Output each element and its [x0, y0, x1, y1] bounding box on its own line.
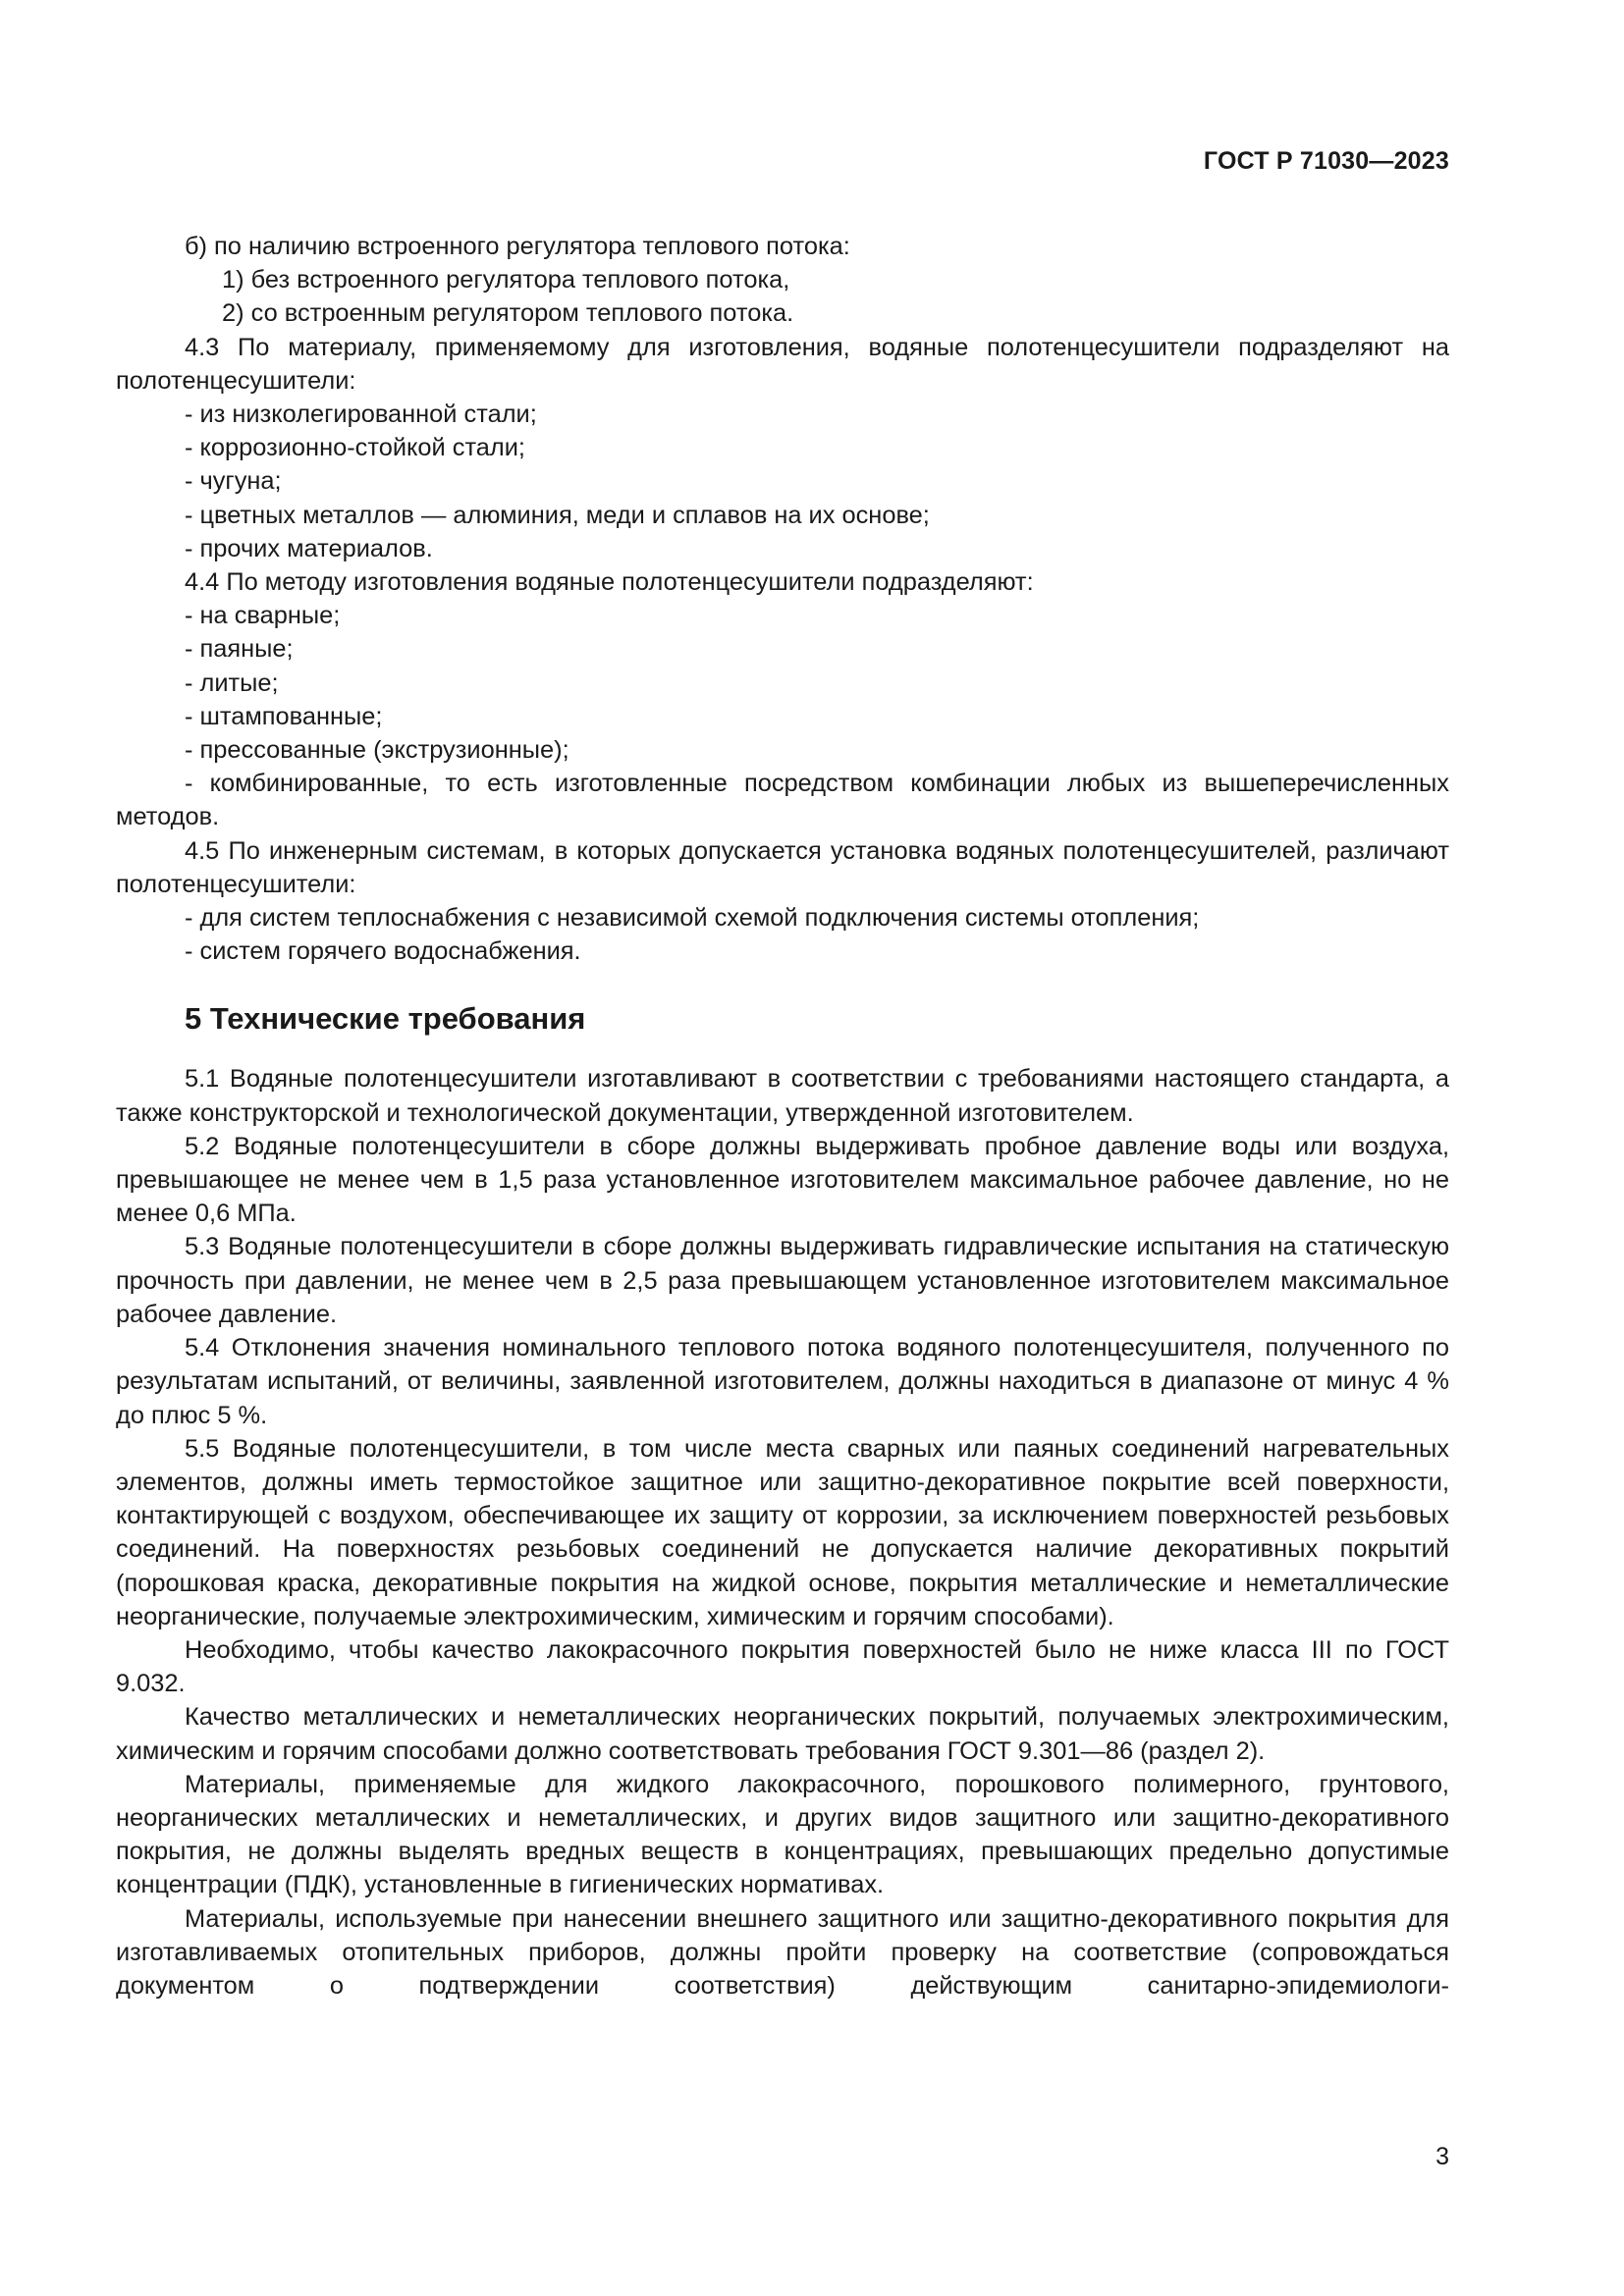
paragraph: б) по наличию встроенного регулятора теплового потока:: [185, 233, 850, 260]
paragraph: Качество металлических и неметаллических неорганических покрытий, получаемых электрохимическим, химическим и горячим способами должно соответствовать требования ГОСТ 9.301—86 (раздел 2).: [116, 1703, 1449, 1765]
paragraph: - систем горячего водоснабжения.: [185, 937, 581, 966]
paragraph: 4.5 По инженерным системам, в которых допускается установка водяных полотенцесушителей, различают полотенцесушители:: [116, 836, 1449, 898]
paragraph: - чугуна;: [185, 467, 282, 496]
paragraph: - литые;: [185, 668, 279, 697]
sub-list-item: 2) со встроенным регулятором теплового потока.: [222, 299, 794, 328]
paragraph: - паяные;: [185, 635, 294, 664]
paragraph: 5.3 Водяные полотенцесушители в сборе должны выдерживать гидравлические испытания на статическую прочность при давлении, не менее чем в 2,5 раза превышающем установленное изготовителем максимальное рабочее давление.: [116, 1233, 1449, 1328]
paragraph: - из низколегированной стали;: [185, 400, 537, 429]
paragraph: - цветных металлов — алюминия, меди и сплавов на их основе;: [185, 501, 930, 529]
paragraph: - на сварные;: [185, 602, 341, 630]
paragraph: 5.1 Водяные полотенцесушители изготавливают в соответствии с требованиями настоящего стандарта, а также конструкторской и технологической документации, утвержденной изготовителем.: [116, 1065, 1449, 1127]
paragraph: - прессованные (экструзионные);: [185, 736, 569, 765]
section-heading: 5 Технические требования: [185, 1001, 586, 1037]
paragraph: - комбинированные, то есть изготовленные посредством комбинации любых из вышеперечисленных методов.: [116, 770, 1449, 831]
sub-list-item: 1) без встроенного регулятора теплового потока,: [222, 266, 790, 294]
paragraph: Необходимо, чтобы качество лакокрасочного покрытия поверхностей было не ниже класса III по ГОСТ 9.032.: [116, 1635, 1449, 1698]
page-number: 3: [1435, 2143, 1449, 2170]
paragraph: 4.3 По материалу, применяемому для изготовления, водяные полотенцесушители подразделяют на полотенцесушители:: [116, 333, 1449, 395]
paragraph: - прочих материалов.: [185, 534, 433, 562]
document-body: [116, 230, 1449, 2002]
paragraph: 5.2 Водяные полотенцесушители в сборе должны выдерживать пробное давление воды или воздуха, превышающее не менее чем в 1,5 раза установленное изготовителем максимальное рабочее давление, но не менее 0,6 МПа.: [116, 1132, 1449, 1228]
paragraph: 5.5 Водяные полотенцесушители, в том числе места сварных или паяных соединений нагревательных элементов, должны иметь термостойкое защитное или защитно-декоративное покрытие всей поверхности, контактирующей с воздухом, обеспечивающее их защиту от коррозии, за исключением поверхностей резьбовых соединений. На поверхностях резьбовых соединений не допускается наличие декоративных покрытий (порошковая краска, декоративные покрытия на жидкой основе, покрытия металлические и неметаллические неорганические, получаемые электрохимическим, химическим и горячим способами).: [116, 1434, 1449, 1630]
paragraph: 4.4 По методу изготовления водяные полотенцесушители подразделяют:: [185, 568, 1034, 597]
paragraph: - штампованные;: [185, 702, 383, 730]
paragraph: 5.4 Отклонения значения номинального теплового потока водяного полотенцесушителя, полученного по результатам испытаний, от величины, заявленной изготовителем, должны находиться в диапазоне от минус 4 % до плюс 5 %.: [116, 1334, 1449, 1429]
paragraph: Материалы, используемые при нанесении внешнего защитного или защитно-декоративного покрытия для изготавливаемых отопительных приборов, должны пройти проверку на соответствие (сопровождаться документом о подтверждении соответствия) действующим санитарно-эпидемиологи-: [116, 1904, 1449, 2000]
paragraph: Материалы, применяемые для жидкого лакокрасочного, порошкового полимерного, грунтового, неорганических металлических и неметаллических, и других видов защитного или защитно-декоративного покрытия, не должны выделять вредных веществ в концентрациях, превышающих предельно допустимые концентрации (ПДК), установленные в гигиенических нормативах.: [116, 1770, 1449, 1899]
paragraph: - для систем теплоснабжения с независимой схемой подключения системы отопления;: [185, 904, 1200, 933]
document-code-header: ГОСТ Р 71030—2023: [1203, 147, 1449, 175]
paragraph: - коррозионно-стойкой стали;: [185, 434, 525, 462]
